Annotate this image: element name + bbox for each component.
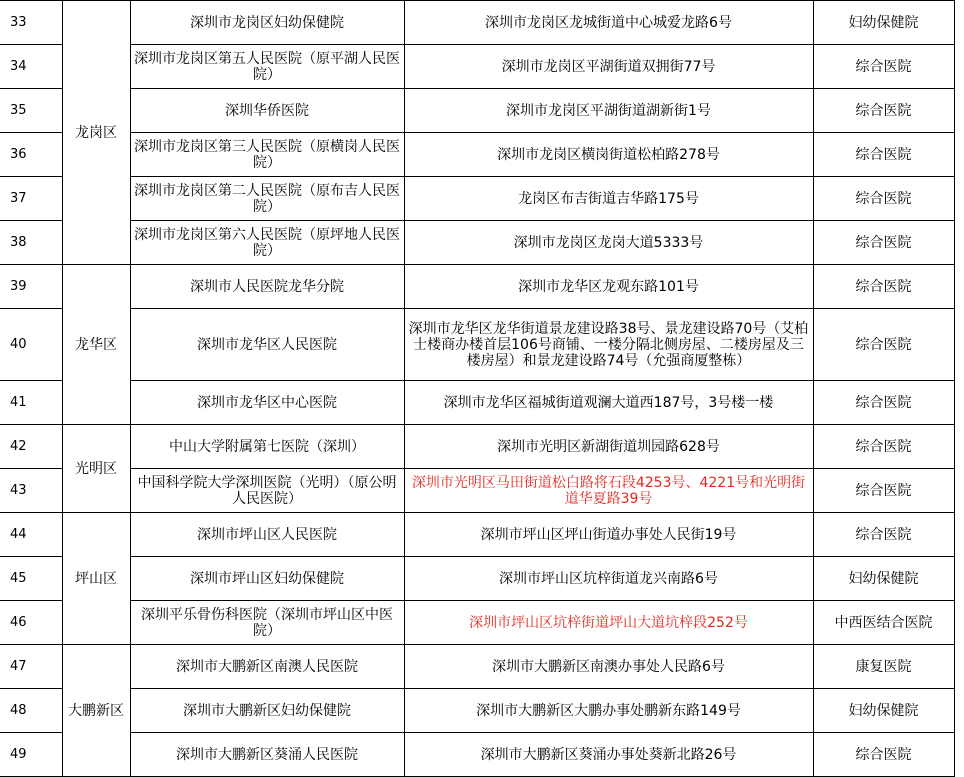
hospital-name: 深圳市龙岗区妇幼保健院 [130,1,404,45]
table-row [0,733,954,777]
table-row [0,557,954,601]
row-number: 41 [0,381,62,425]
row-number: 37 [0,177,62,221]
hospital-name: 深圳市龙华区中心医院 [130,381,404,425]
hospital-type: 综合医院 [813,469,954,513]
hospital-type: 综合医院 [813,381,954,425]
hospital-name: 中国科学院大学深圳医院（光明）（原公明人民医院） [130,469,404,513]
row-number: 48 [0,689,62,733]
hospital-address: 深圳市龙岗区平湖街道湖新街1号 [404,89,813,133]
hospital-address: 深圳市大鹏新区南澳办事处人民路6号 [404,645,813,689]
district-cell-longgang: 龙岗区 [62,1,130,265]
hospital-type: 综合医院 [813,45,954,89]
hospital-type: 综合医院 [813,177,954,221]
table-row [0,309,954,381]
table-row [0,1,954,45]
table-row [0,645,954,689]
hospital-name: 深圳市大鹏新区妇幼保健院 [130,689,404,733]
hospital-type: 妇幼保健院 [813,1,954,45]
row-number: 34 [0,45,62,89]
row-number: 36 [0,133,62,177]
hospital-address: 深圳市龙华区福城街道观澜大道西187号，3号楼一楼 [404,381,813,425]
hospital-name: 深圳市龙华区人民医院 [130,309,404,381]
hospital-address: 深圳市大鹏新区葵涌办事处葵新北路26号 [404,733,813,777]
hospital-address: 深圳市龙华区龙观东路101号 [404,265,813,309]
hospital-address: 深圳市龙岗区龙岗大道5333号 [404,221,813,265]
row-number: 43 [0,469,62,513]
hospital-name: 深圳市大鹏新区南澳人民医院 [130,645,404,689]
hospital-type: 综合医院 [813,265,954,309]
table-row [0,381,954,425]
district-cell-dapeng: 大鹏新区 [62,645,130,777]
row-number: 49 [0,733,62,777]
table-row [0,425,954,469]
hospital-name: 深圳平乐骨伤科医院（深圳市坪山区中医院） [130,601,404,645]
table-row [0,265,954,309]
row-number: 35 [0,89,62,133]
hospital-type: 妇幼保健院 [813,557,954,601]
hospital-name: 深圳市坪山区人民医院 [130,513,404,557]
hospital-name: 深圳华侨医院 [130,89,404,133]
hospital-address: 深圳市坪山区坪山街道办事处人民街19号 [404,513,813,557]
row-number: 44 [0,513,62,557]
hospital-name: 深圳市人民医院龙华分院 [130,265,404,309]
hospital-type: 综合医院 [813,425,954,469]
table-row [0,133,954,177]
row-number: 39 [0,265,62,309]
hospital-address: 深圳市光明区新湖街道圳园路628号 [404,425,813,469]
hospital-name: 深圳市坪山区妇幼保健院 [130,557,404,601]
district-cell-pingshan: 坪山区 [62,513,130,645]
hospital-name: 深圳市龙岗区第五人民医院（原平湖人民医院） [130,45,404,89]
hospital-type: 妇幼保健院 [813,689,954,733]
row-number: 45 [0,557,62,601]
row-number: 40 [0,309,62,381]
hospital-name: 深圳市龙岗区第二人民医院（原布吉人民医院） [130,177,404,221]
district-cell-longhua: 龙华区 [62,265,130,425]
hospital-type: 综合医院 [813,513,954,557]
table-row [0,177,954,221]
hospital-address: 深圳市龙岗区平湖街道双拥街77号 [404,45,813,89]
hospital-name: 中山大学附属第七医院（深圳） [130,425,404,469]
row-number: 38 [0,221,62,265]
hospital-address-highlighted: 深圳市坪山区坑梓街道坪山大道坑梓段252号 [404,601,813,645]
hospital-type: 综合医院 [813,221,954,265]
table-row [0,513,954,557]
table-row [0,45,954,89]
hospital-address: 深圳市龙华区龙华街道景龙建设路38号、景龙建设路70号（艾柏士楼商办楼首层106号商铺、一楼分隔北侧房屋、二楼房屋及三楼房屋）和景龙建设路74号（允强商厦整栋） [404,309,813,381]
district-cell-guangming: 光明区 [62,425,130,513]
hospital-type: 中西医结合医院 [813,601,954,645]
hospital-name: 深圳市大鹏新区葵涌人民医院 [130,733,404,777]
table-row [0,221,954,265]
table-row [0,469,954,513]
table-row [0,89,954,133]
table-row [0,689,954,733]
hospital-address-highlighted: 深圳市光明区马田街道松白路将石段4253号、4221号和光明街道华夏路39号 [404,469,813,513]
hospital-address: 深圳市龙岗区龙城街道中心城爱龙路6号 [404,1,813,45]
row-number: 42 [0,425,62,469]
hospital-address: 深圳市龙岗区横岗街道松柏路278号 [404,133,813,177]
row-number: 46 [0,601,62,645]
hospital-name: 深圳市龙岗区第三人民医院（原横岗人民医院） [130,133,404,177]
hospital-address: 深圳市大鹏新区大鹏办事处鹏新东路149号 [404,689,813,733]
hospital-type: 综合医院 [813,133,954,177]
row-number: 47 [0,645,62,689]
hospital-address: 深圳市坪山区坑梓街道龙兴南路6号 [404,557,813,601]
hospital-name: 深圳市龙岗区第六人民医院（原坪地人民医院） [130,221,404,265]
hospital-type: 综合医院 [813,309,954,381]
table-row [0,601,954,645]
hospital-type: 综合医院 [813,89,954,133]
hospital-type: 综合医院 [813,733,954,777]
hospital-address: 龙岗区布吉街道吉华路175号 [404,177,813,221]
hospital-type: 康复医院 [813,645,954,689]
row-number: 33 [0,1,62,45]
